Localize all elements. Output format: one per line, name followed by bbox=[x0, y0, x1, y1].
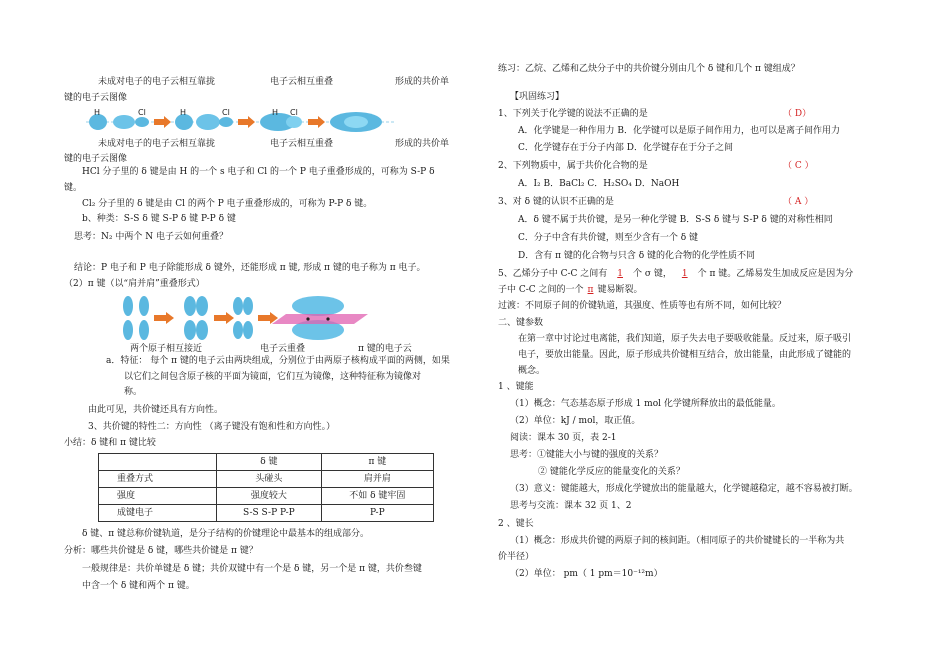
sigma-pi-comparison-table bbox=[98, 453, 434, 522]
table-cell: 头碰头 bbox=[217, 471, 322, 488]
direction-note: 由此可见，共价键还具有方向性。 bbox=[88, 405, 224, 415]
question-3-answer: （ A ） bbox=[783, 197, 814, 207]
feature-line-2: 以它们之间包含原子核的平面为镜面，它们互为镜像，这种特征称为镜像对 bbox=[124, 372, 422, 382]
paragraph-cl2: Cl₂ 分子里的 δ 键是由 Cl 的两个 P 电子重叠形成的，可称为 P-P δ 键。 bbox=[82, 199, 373, 209]
think-n2: 思考：N₂ 中两个 N 电子云如何重叠？ bbox=[74, 232, 228, 242]
question-5-line-2 bbox=[498, 284, 642, 296]
table-cell bbox=[99, 454, 217, 471]
img1-caption-a: 未成对电子的电子云相互靠拢 bbox=[98, 77, 216, 87]
bond-energy-unit: （2）单位：kJ / mol，取正值。 bbox=[510, 416, 641, 426]
bond-length-heading: 2 、键长 bbox=[498, 519, 534, 529]
bond-energy-meaning: （3）意义：键能越大，形成化学键放出的能量越大，化学键越稳定，越不容易被打断。 bbox=[510, 484, 858, 494]
img2-caption-d: 键的电子云图像 bbox=[64, 154, 128, 164]
think-a: 思考：①键能大小与键的强度的关系？ bbox=[510, 450, 664, 460]
intro-line-1: 在第一章中讨论过电离能，我们知道，原子失去电子要吸收能量。反过来，原子吸引 bbox=[518, 334, 852, 344]
think-exchange: 思考与交流：课本 32 页 1、2 bbox=[510, 501, 632, 511]
table-cell: 强度 bbox=[99, 488, 217, 505]
rule-line-2: 中含一个 δ 键和两个 π 键。 bbox=[82, 581, 195, 591]
img1-caption-d: 键的电子云图像 bbox=[64, 93, 128, 103]
atom-label: H bbox=[94, 108, 101, 117]
question-3-option-d: D．含有 π 键的化合物与只含 δ 键的化合物的化学性质不同 bbox=[518, 251, 755, 261]
q5-text-a: 5、乙烯分子中 C-C 之间有 bbox=[498, 269, 608, 279]
img2-caption-c: 形成的共价单 bbox=[395, 139, 450, 149]
table-cell: 肩并肩 bbox=[321, 471, 433, 488]
question-5-line-1 bbox=[498, 268, 853, 280]
img2-caption-b: 电子云相互重叠 bbox=[270, 139, 334, 149]
atom-label: H bbox=[180, 108, 187, 117]
table-cell: P-P bbox=[321, 505, 433, 522]
question-2-answer: （ C ） bbox=[783, 161, 814, 171]
img2-caption-a: 未成对电子的电子云相互靠拢 bbox=[98, 139, 216, 149]
img1-caption-c: 形成的共价单 bbox=[395, 77, 450, 87]
table-cell: 不如 δ 键牢固 bbox=[321, 488, 433, 505]
table-header-row bbox=[99, 454, 434, 471]
atom-label: Cl bbox=[222, 108, 230, 117]
question-1: 1、下列关于化学键的说法不正确的是 bbox=[498, 109, 648, 119]
q5-text-c: 个 π 键。乙烯易发生加成反应是因为分 bbox=[697, 269, 854, 279]
intro-line-3: 概念。 bbox=[518, 366, 546, 376]
pi-bond-title: （2）π 键（以“肩并肩”重叠形式） bbox=[64, 279, 205, 289]
analysis: 分析：哪些共价键是 δ 键，哪些共价键是 π 键？ bbox=[64, 546, 258, 556]
bond-length-unit: （2）单位： pm（ 1 pm＝10⁻¹²m） bbox=[510, 569, 663, 579]
pi-caption-c: π 键的电子云 bbox=[358, 344, 412, 354]
table-cell: 强度较大 bbox=[217, 488, 322, 505]
bond-energy-heading: 1 、键能 bbox=[498, 382, 534, 392]
q5-blank-sigma: 1 bbox=[617, 269, 623, 279]
table-cell: π 键 bbox=[321, 454, 433, 471]
atom-label: Cl bbox=[290, 108, 298, 117]
pi-caption-b: 电子云重叠 bbox=[260, 344, 306, 354]
pi-bond-orbital-figure bbox=[118, 294, 408, 344]
question-2: 2、下列物质中，属于共价化合物的是 bbox=[498, 161, 648, 171]
table-row bbox=[99, 505, 434, 522]
transition: 过渡：不同原子间的价键轨道，其强度、性质等也有所不同，如何比较？ bbox=[498, 301, 787, 311]
intro-line-2: 电子，要放出能量。因此，原子形成共价键相互结合，放出能量，由此形成了键能的 bbox=[518, 350, 852, 360]
feature-line-1: a．特征： 每个 π 键的电子云由两块组成，分别位于由两原子核构成平面的两侧，如果 bbox=[106, 356, 450, 366]
conclusion: 结论：P 电子和 P 电子除能形成 δ 键外，还能形成 π 键, 形成 π 键的电子称为 π 电子。 bbox=[74, 263, 426, 273]
q5-text-e: 键易断裂。 bbox=[597, 285, 643, 295]
table-cell: δ 键 bbox=[217, 454, 322, 471]
bond-length-concept: （1）概念：形成共价键的两原子间的核间距。（相同原子的共价键键长的一半称为共 bbox=[510, 536, 845, 546]
bond-energy-concept: （1）概念：气态基态原子形成 1 mol 化学键所释放出的最低能量。 bbox=[510, 399, 781, 409]
question-1-answer: （ D） bbox=[783, 109, 812, 119]
q5-blank-pi: 1 bbox=[681, 269, 688, 279]
practice: 练习：乙烷、乙烯和乙炔分子中的共价键分别由几个 δ 键和几个 π 键组成？ bbox=[498, 64, 800, 74]
after-table-note: δ 键、π 键总称价键轨道，是分子结构的价键理论中最基本的组成部分。 bbox=[82, 529, 370, 539]
question-1-options-ab: A．化学键是一种作用力 B．化学键可以是原子间作用力，也可以是离子间作用力 bbox=[518, 126, 840, 136]
summary-title: 小结：δ 键和 π 键比较 bbox=[64, 438, 156, 448]
pi-caption-a: 两个原子相互接近 bbox=[130, 344, 203, 354]
consolidate-heading: 【巩固练习】 bbox=[510, 92, 565, 102]
paragraph-hcl-end: 键。 bbox=[64, 183, 83, 193]
question-3-option-c: C．分子中含有共价键，则至少含有一个 δ 键 bbox=[518, 233, 699, 243]
section-2-heading: 二、键参数 bbox=[498, 318, 544, 328]
table-cell: 成键电子 bbox=[99, 505, 217, 522]
think-b: ② 键能化学反应的能量变化的关系？ bbox=[538, 467, 685, 477]
img1-caption-b: 电子云相互重叠 bbox=[270, 77, 334, 87]
bond-length-concept-end: 价半径） bbox=[498, 552, 535, 562]
sigma-bond-orbital-figure bbox=[86, 107, 396, 137]
q5-blank-bond: π bbox=[587, 285, 594, 295]
question-3: 3、对 δ 键的认识不正确的是 bbox=[498, 197, 614, 207]
table-row bbox=[99, 488, 434, 505]
table-row bbox=[99, 471, 434, 488]
feature-3: 3、共价键的特性二：方向性 （离子键没有饱和性和方向性。） bbox=[88, 422, 336, 432]
bond-types: b、种类：S-S δ 键 S-P δ 键 P-P δ 键 bbox=[82, 214, 236, 224]
rule-line-1: 一般规律是：共价单键是 δ 键；共价双键中有一个是 δ 键，另一个是 π 键，共价叁键 bbox=[82, 564, 422, 574]
q5-text-d: 子中 C-C 之间的一个 bbox=[498, 285, 584, 295]
paragraph-hcl: HCl 分子里的 δ 键是由 H 的一个 s 电子和 Cl 的一个 P 电子重叠形成的，可称为 S-P δ bbox=[82, 167, 435, 177]
question-1-options-cd: C．化学键存在于分子内部 D．化学键存在于分子之间 bbox=[518, 143, 733, 153]
feature-line-3: 称。 bbox=[124, 387, 143, 397]
reading-note: 阅读：课本 30 页，表 2-1 bbox=[510, 433, 617, 443]
question-2-options: A．I₂ B．BaCl₂ C．H₂SO₄ D．NaOH bbox=[518, 179, 680, 189]
table-cell: S-S S-P P-P bbox=[217, 505, 322, 522]
atom-label: Cl bbox=[138, 108, 146, 117]
atom-label: H bbox=[272, 108, 279, 117]
table-cell: 重叠方式 bbox=[99, 471, 217, 488]
question-3-options-ab: A．δ 键不属于共价键，是另一种化学键 B．S-S δ 键与 S-P δ 键的对称性相同 bbox=[518, 215, 833, 225]
q5-text-b: 个 σ 键， bbox=[633, 269, 672, 279]
